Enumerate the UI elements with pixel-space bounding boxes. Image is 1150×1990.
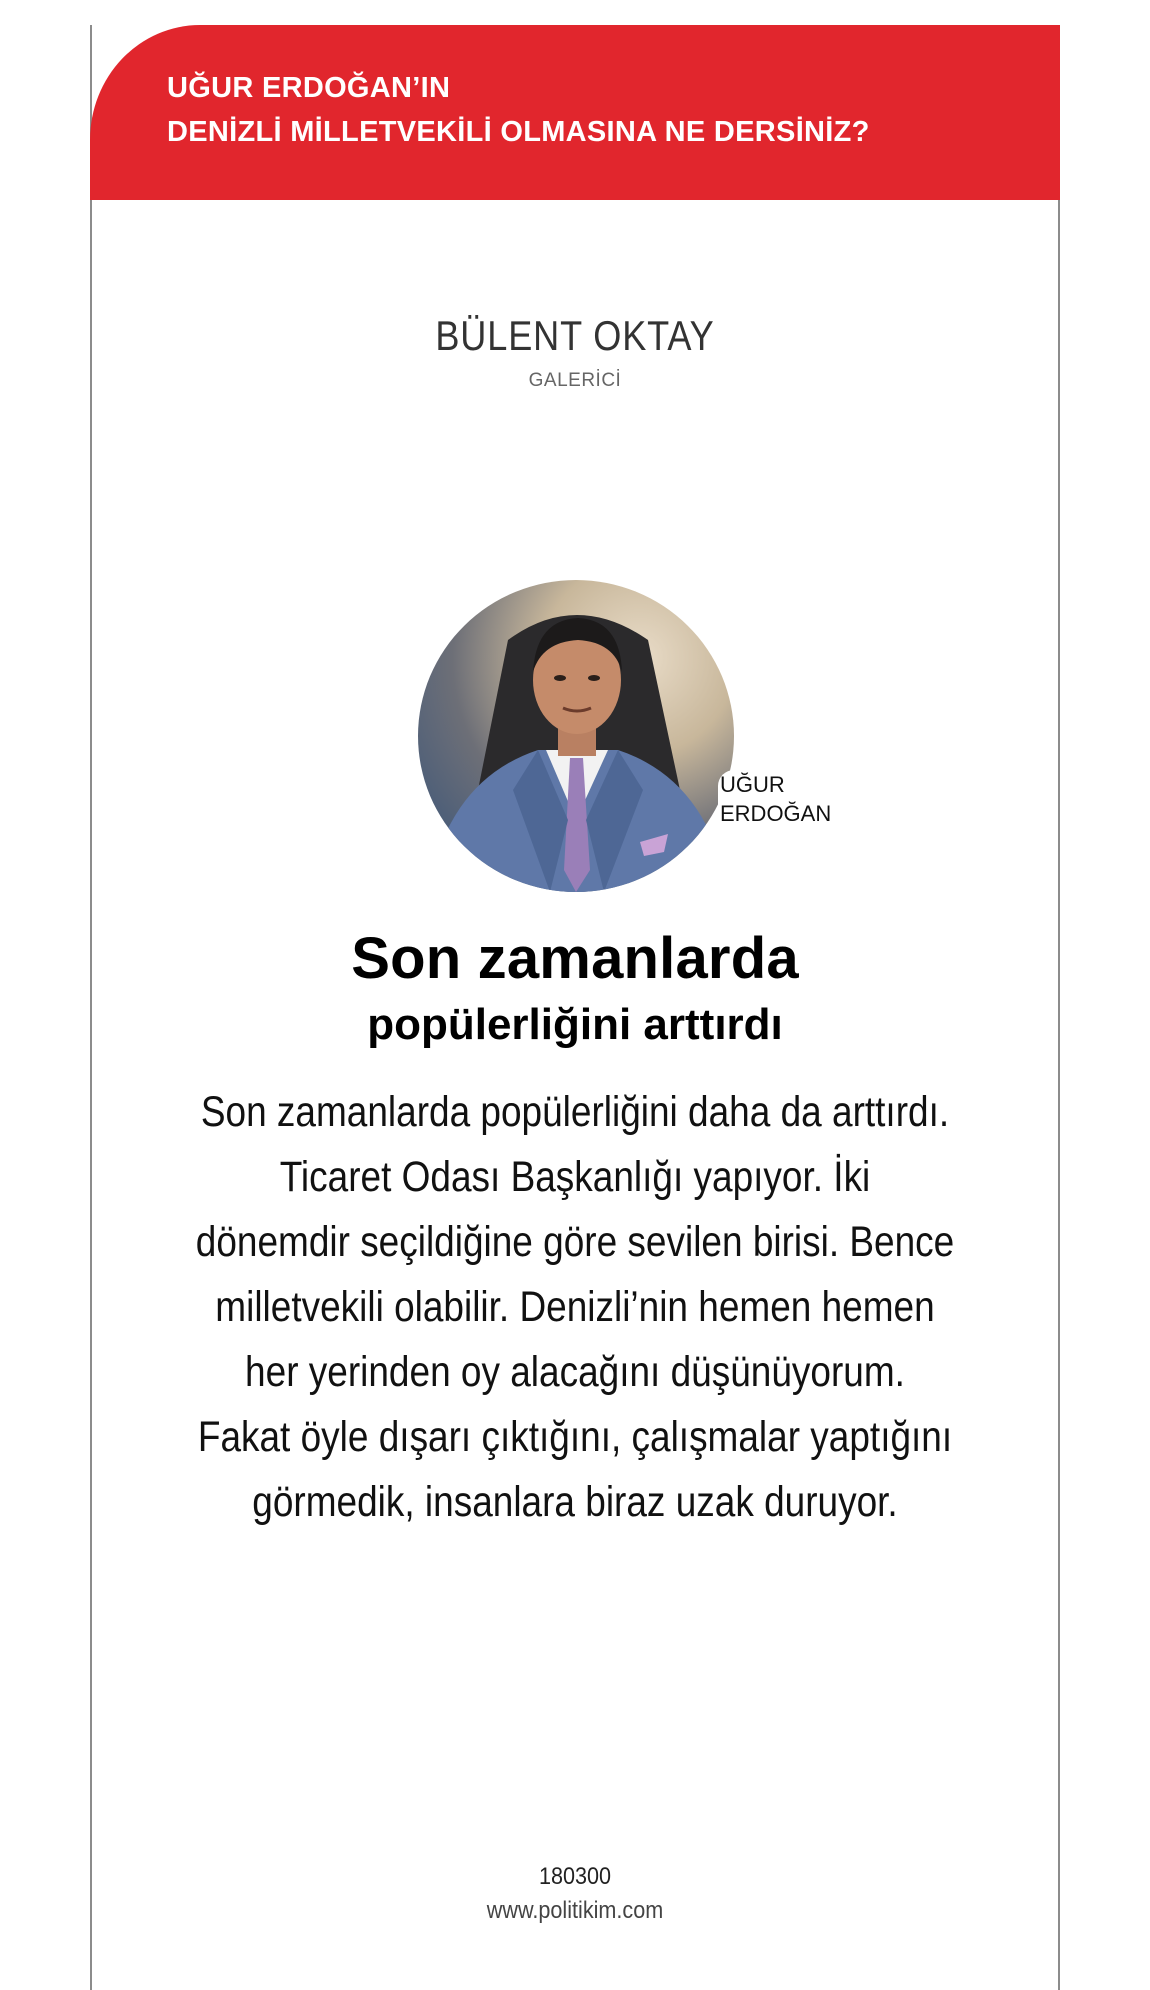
subject-portrait-photo: [418, 580, 734, 892]
banner-title-line-1: UĞUR ERDOĞAN’IN: [167, 72, 451, 104]
headline-sub: popülerliğini arttırdı: [367, 1000, 783, 1049]
subject-last-name: ERDOĞAN: [720, 801, 832, 826]
body-line: görmedik, insanlara biraz uzak duruyor.: [252, 1478, 898, 1526]
body-line: Son zamanlarda popülerliğini daha da arttırdı.: [200, 1088, 950, 1136]
subject-name-label: [718, 770, 833, 828]
banner-title-line-2: DENİZLİ MİLLETVEKİLİ OLMASINA NE DERSİNİZ?: [167, 116, 870, 148]
body-line: Fakat öyle dışarı çıktığını, çalışmalar yaptığını: [197, 1413, 953, 1461]
footer-code: 180300: [538, 1863, 612, 1890]
header-banner: [90, 25, 1060, 200]
author-name: BÜLENT OKTAY: [435, 312, 715, 359]
article-body: [110, 1080, 1040, 1535]
footer-website-link[interactable]: www.politikim.com: [486, 1897, 664, 1924]
body-line: dönemdir seçildiğine göre sevilen birisi. Bence: [195, 1218, 955, 1266]
body-line: milletvekili olabilir. Denizli’nin hemen hemen: [215, 1283, 935, 1331]
headline-main: Son zamanlarda: [351, 926, 799, 991]
portrait-illustration: [418, 580, 734, 892]
subject-first-name: UĞUR: [720, 772, 785, 797]
body-line: her yerinden oy alacağını düşünüyorum.: [245, 1348, 905, 1396]
author-occupation: GALERİCİ: [528, 370, 622, 391]
body-line: Ticaret Odası Başkanlığı yapıyor. İki: [279, 1153, 871, 1201]
